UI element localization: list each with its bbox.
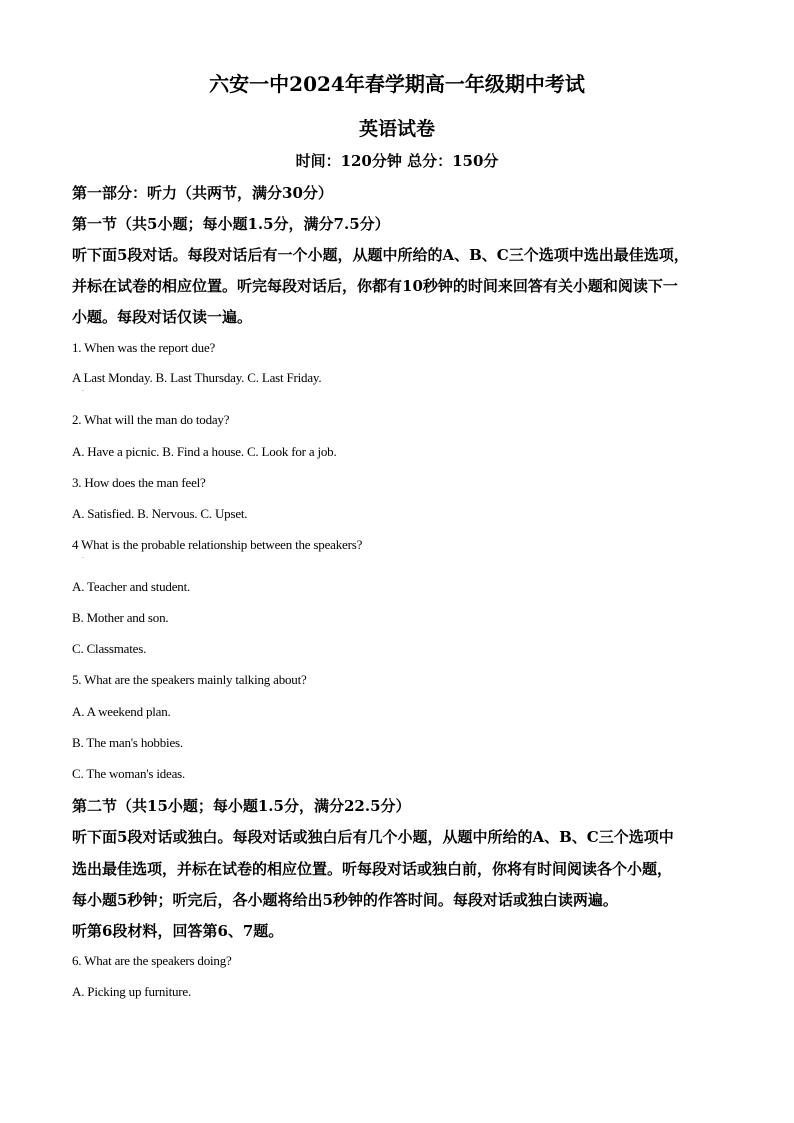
stray-dot-mark: · bbox=[82, 555, 84, 562]
question-options: A Last Monday. B. Last Thursday. C. Last Friday. bbox=[72, 370, 322, 385]
section1-instructions-line: 小题。每段对话仅读一遍。 bbox=[72, 308, 253, 326]
question-option: A. Teacher and student. bbox=[72, 579, 191, 594]
stray-dot-mark: · bbox=[82, 388, 84, 395]
question-option: C. The woman's ideas. bbox=[72, 766, 186, 781]
section2-instructions-line: 听下面5段对话或独白。每段对话或独白后有几个小题，从题中所给的A、B、C三个选项中 bbox=[72, 828, 674, 846]
question-stem: 6. What are the speakers doing? bbox=[72, 953, 232, 968]
question-option: B. The man's hobbies. bbox=[72, 735, 183, 750]
question-stem: 5. What are the speakers mainly talking about? bbox=[72, 672, 307, 687]
material-heading: 听第6段材料，回答第6、7题。 bbox=[72, 922, 284, 940]
question-option: C. Classmates. bbox=[72, 641, 147, 656]
section1-instructions-line: 听下面5段对话。每段对话后有一个小题，从题中所给的A、B、C三个选项中选出最佳选项， bbox=[72, 246, 689, 264]
question-stem: 1. When was the report due? bbox=[72, 340, 216, 355]
question-options: A. Satisfied. B. Nervous. C. Upset. bbox=[72, 506, 248, 521]
question-stem: 4 What is the probable relationship between the speakers? bbox=[72, 537, 363, 552]
question-options: A. Have a picnic. B. Find a house. C. Look for a job. bbox=[72, 444, 337, 459]
question-stem: 3. How does the man feel? bbox=[72, 475, 206, 490]
section2-heading: 第二节（共15小题；每小题1.5分，满分22.5分） bbox=[72, 797, 411, 815]
question-stem: 2. What will the man do today? bbox=[72, 412, 230, 427]
exam-title: 六安一中2024年春学期高一年级期中考试 bbox=[209, 72, 585, 96]
question-option: B. Mother and son. bbox=[72, 610, 169, 625]
exam-meta: 时间：120分钟 总分：150分 bbox=[295, 152, 499, 170]
section1-instructions-line: 并标在试卷的相应位置。听完每段对话后，你都有10秒钟的时间来回答有关小题和阅读下一 bbox=[72, 277, 678, 295]
part1-heading: 第一部分：听力（共两节，满分30分） bbox=[72, 184, 333, 202]
question-option: A. Picking up furniture. bbox=[72, 984, 192, 999]
question-option: A. A weekend plan. bbox=[72, 704, 171, 719]
section1-heading: 第一节（共5小题；每小题1.5分，满分7.5分） bbox=[72, 215, 390, 233]
exam-subject: 英语试卷 bbox=[358, 118, 435, 140]
section2-instructions-line: 选出最佳选项，并标在试卷的相应位置。听每段对话或独白前，你将有时间阅读各个小题， bbox=[72, 860, 673, 878]
section2-instructions-line: 每小题5秒钟；听完后，各小题将给出5秒钟的作答时间。每段对话或独白读两遍。 bbox=[72, 891, 618, 909]
